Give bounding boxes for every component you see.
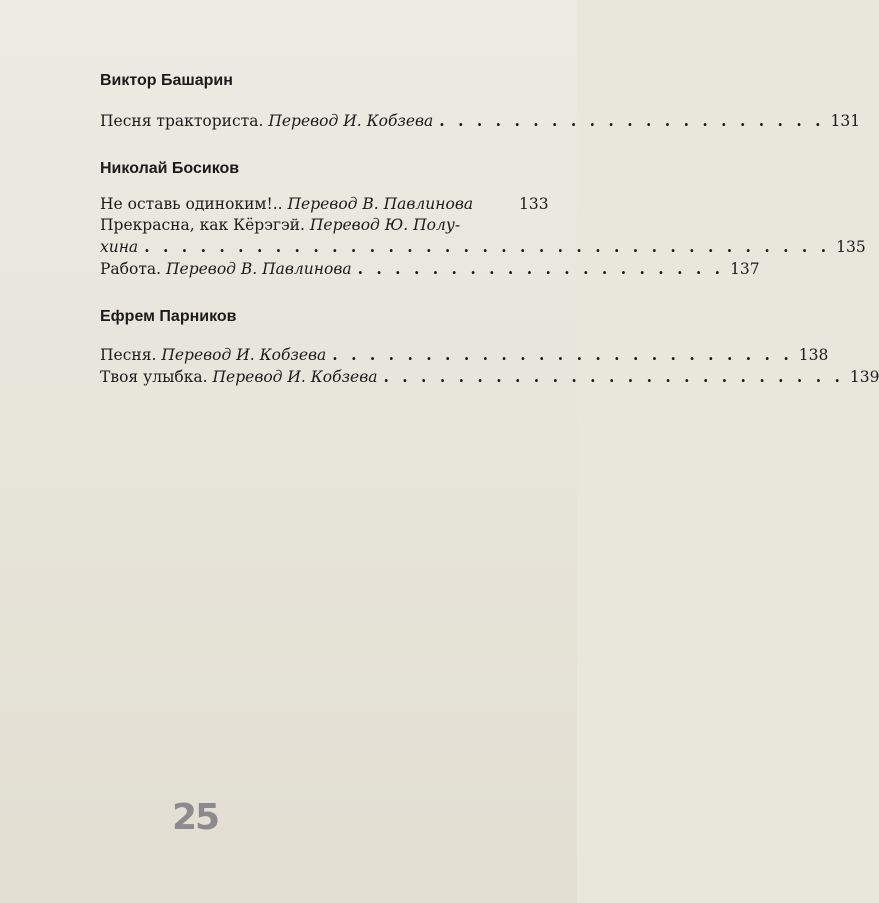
author-heading: Ефрем Парников bbox=[100, 308, 237, 325]
poem-title: Не оставь одиноким!.. bbox=[100, 195, 283, 213]
translator: Перевод В. Павлинова bbox=[166, 260, 352, 278]
page-stamp: 25 bbox=[172, 797, 219, 838]
toc-entry bbox=[100, 258, 760, 280]
page-number: 137 bbox=[730, 260, 760, 278]
translator: Перевод И. Кобзева bbox=[268, 112, 434, 130]
leader-dots: . . . . . . . . . . . . . . . . . . . . . bbox=[439, 111, 825, 130]
translator: Перевод И. Кобзева bbox=[212, 368, 378, 386]
toc-entry bbox=[100, 344, 829, 366]
table-of-contents bbox=[100, 62, 879, 388]
page-number: 139 bbox=[849, 368, 879, 386]
translator: Перевод В. Павлинова bbox=[287, 195, 474, 213]
toc-entry-continuation bbox=[100, 236, 866, 258]
toc-entry bbox=[100, 215, 545, 236]
poem-title: Прекрасна, как Кёрэгэй. bbox=[100, 216, 305, 234]
leader-dots: . . . . . . . . . . . . . . . . . . . . bbox=[357, 259, 725, 278]
toc-entry bbox=[100, 110, 861, 132]
toc-entry bbox=[100, 366, 879, 388]
page-number: 133 bbox=[519, 195, 549, 213]
poem-title: Твоя улыбка. bbox=[100, 368, 208, 386]
leader-dots: . . . . . . . . . . . . . . . . . . . . . . . . . bbox=[332, 345, 793, 364]
author-heading: Николай Босиков bbox=[100, 160, 240, 177]
leader-dots: . . . . . . . . . . . . . . . . . . . . . . . . . . . . . . . . . . . . . bbox=[144, 237, 831, 256]
poem-title: Работа. bbox=[100, 260, 162, 278]
page-number: 131 bbox=[830, 112, 861, 130]
poem-title: Песня. bbox=[100, 346, 157, 364]
poem-title: Песня тракториста. bbox=[100, 112, 264, 130]
toc-entry bbox=[100, 194, 549, 215]
leader-dots: . . . . . . . . . . . . . . . . . . . . . . . . . bbox=[383, 367, 844, 386]
translator: Перевод Ю. Полу- bbox=[309, 216, 461, 234]
translator-continuation: хина bbox=[100, 238, 139, 256]
page-number: 135 bbox=[836, 238, 866, 256]
translator: Перевод И. Кобзева bbox=[161, 346, 327, 364]
author-heading: Виктор Башарин bbox=[100, 72, 233, 89]
page-number: 138 bbox=[798, 346, 829, 364]
